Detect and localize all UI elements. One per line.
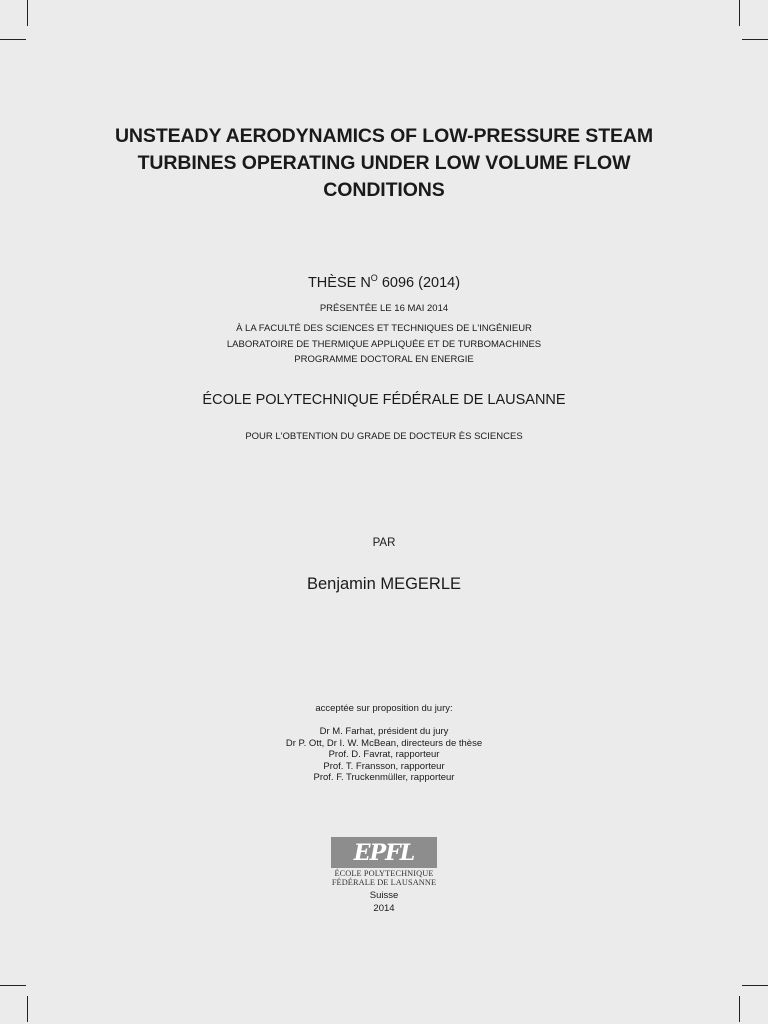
school-name: ÉCOLE POLYTECHNIQUE FÉDÉRALE DE LAUSANNE (202, 392, 566, 408)
jury-member: Dr M. Farhat, président du jury (319, 726, 449, 737)
epfl-logo (331, 837, 437, 886)
laboratory-line: LABORATOIRE DE THERMIQUE APPLIQUÉE ET DE TURBOMACHINES (226, 338, 542, 350)
jury-member: Prof. T. Fransson, rapporteur (323, 760, 445, 772)
jury-list (0, 726, 768, 784)
crop-mark-top-left-vertical (27, 0, 28, 26)
author-name: Benjamin MEGERLE (306, 575, 462, 593)
epfl-logo-line: FÉDÉRALE DE LAUSANNE (331, 878, 437, 887)
crop-mark-bottom-left-horizontal (0, 985, 26, 986)
title-line: TURBINES OPERATING UNDER LOW VOLUME FLOW (137, 152, 631, 174)
jury-member: Prof. D. Favrat, rapporteur (328, 749, 440, 761)
degree-line: POUR L'OBTENTION DU GRADE DE DOCTEUR ÈS SCIENCES (245, 431, 523, 442)
jury-member: Prof. F. Truckenmüller, rapporteur (313, 772, 455, 784)
title-line: CONDITIONS (323, 179, 445, 201)
thesis-number-prefix: THÈSE N (307, 275, 371, 291)
crop-mark-bottom-left-vertical (27, 996, 28, 1022)
thesis-number (0, 269, 768, 292)
thesis-title (0, 123, 768, 204)
thesis-number-sup: O (370, 273, 378, 283)
crop-mark-top-left-horizontal (0, 39, 26, 40)
presentation-date: PRÉSENTÉE LE 16 MAI 2014 (319, 303, 449, 314)
crop-mark-top-right-horizontal (742, 39, 768, 40)
program-line: PROGRAMME DOCTORAL EN ENERGIE (294, 354, 474, 365)
title-line: UNSTEADY AERODYNAMICS OF LOW-PRESSURE STEAM (114, 125, 654, 147)
epfl-logo-mark: EPFL (331, 837, 437, 868)
par-label: PAR (372, 537, 396, 549)
place-and-year (0, 889, 768, 915)
crop-mark-top-right-vertical (739, 0, 740, 26)
jury-intro: acceptée sur proposition du jury: (315, 703, 453, 714)
crop-mark-bottom-right-vertical (739, 996, 740, 1022)
epfl-logo-line: ÉCOLE POLYTECHNIQUE (334, 869, 434, 878)
country: Suisse (369, 890, 399, 901)
jury-member: Dr P. Ott, Dr I. W. McBean, directeurs de thèse (285, 737, 483, 749)
year: 2014 (373, 903, 395, 914)
thesis-number-suffix: 6096 (2014) (377, 275, 461, 291)
crop-mark-bottom-right-horizontal (742, 985, 768, 986)
faculty-details (0, 321, 768, 368)
epfl-logo-text (331, 869, 437, 887)
faculty-line: À LA FACULTÉ DES SCIENCES ET TECHNIQUES DE L'INGÉNIEUR (236, 323, 532, 334)
